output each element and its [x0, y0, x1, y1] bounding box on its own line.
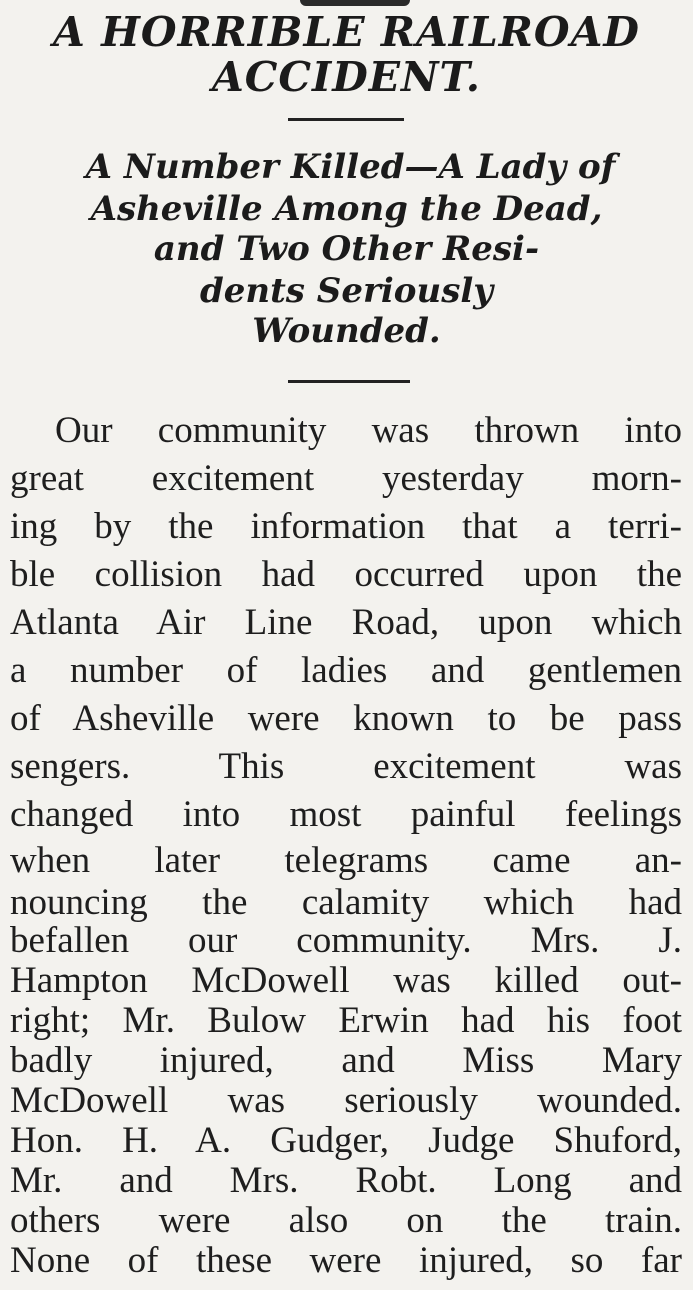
body-line-6: a number of ladies and gentlemen	[10, 650, 682, 691]
subhead-line-4: dents Seriously	[199, 271, 494, 311]
headline-line-1: A HORRIBLE RAILROAD	[53, 8, 640, 56]
body-line-10: when later telegrams came an-	[10, 840, 682, 881]
body-line-14: right; Mr. Bulow Erwin had his foot	[10, 1000, 682, 1041]
body-line-3: ing by the information that a terri-	[10, 506, 682, 547]
body-line-7: of Asheville were known to be pass	[10, 698, 682, 739]
subhead-line-3: and Two Other Resi-	[153, 229, 540, 269]
headline-line-2: ACCIDENT.	[211, 53, 482, 101]
body-line-5: Atlanta Air Line Road, upon which	[10, 602, 682, 643]
body-line-8: sengers. This excitement was	[10, 746, 682, 787]
body-line-20: None of these were injured, so far	[10, 1240, 682, 1281]
body-line-2: great excitement yesterday morn-	[10, 458, 682, 499]
body-line-12: befallen our community. Mrs. J.	[10, 920, 682, 961]
body-line-1: Our community was thrown into	[55, 410, 682, 451]
top-ornament-rule	[300, 0, 410, 6]
subhead-line-2: Asheville Among the Dead,	[90, 189, 603, 229]
divider-rule-2	[288, 380, 410, 383]
body-line-9: changed into most painful feelings	[10, 794, 682, 835]
divider-rule-1	[288, 118, 404, 121]
body-line-15: badly injured, and Miss Mary	[10, 1040, 682, 1081]
body-line-16: McDowell was seriously wounded.	[10, 1080, 682, 1121]
body-line-19: others were also on the train.	[10, 1200, 682, 1241]
body-line-18: Mr. and Mrs. Robt. Long and	[10, 1160, 682, 1201]
subhead-line-1: A Number Killed—A Lady of	[85, 147, 616, 187]
subhead-line-5: Wounded.	[252, 311, 441, 351]
body-line-11: nouncing the calamity which had	[10, 882, 682, 923]
body-line-4: ble collision had occurred upon the	[10, 554, 682, 595]
body-line-17: Hon. H. A. Gudger, Judge Shuford,	[10, 1120, 682, 1161]
body-line-13: Hampton McDowell was killed out-	[10, 960, 682, 1001]
